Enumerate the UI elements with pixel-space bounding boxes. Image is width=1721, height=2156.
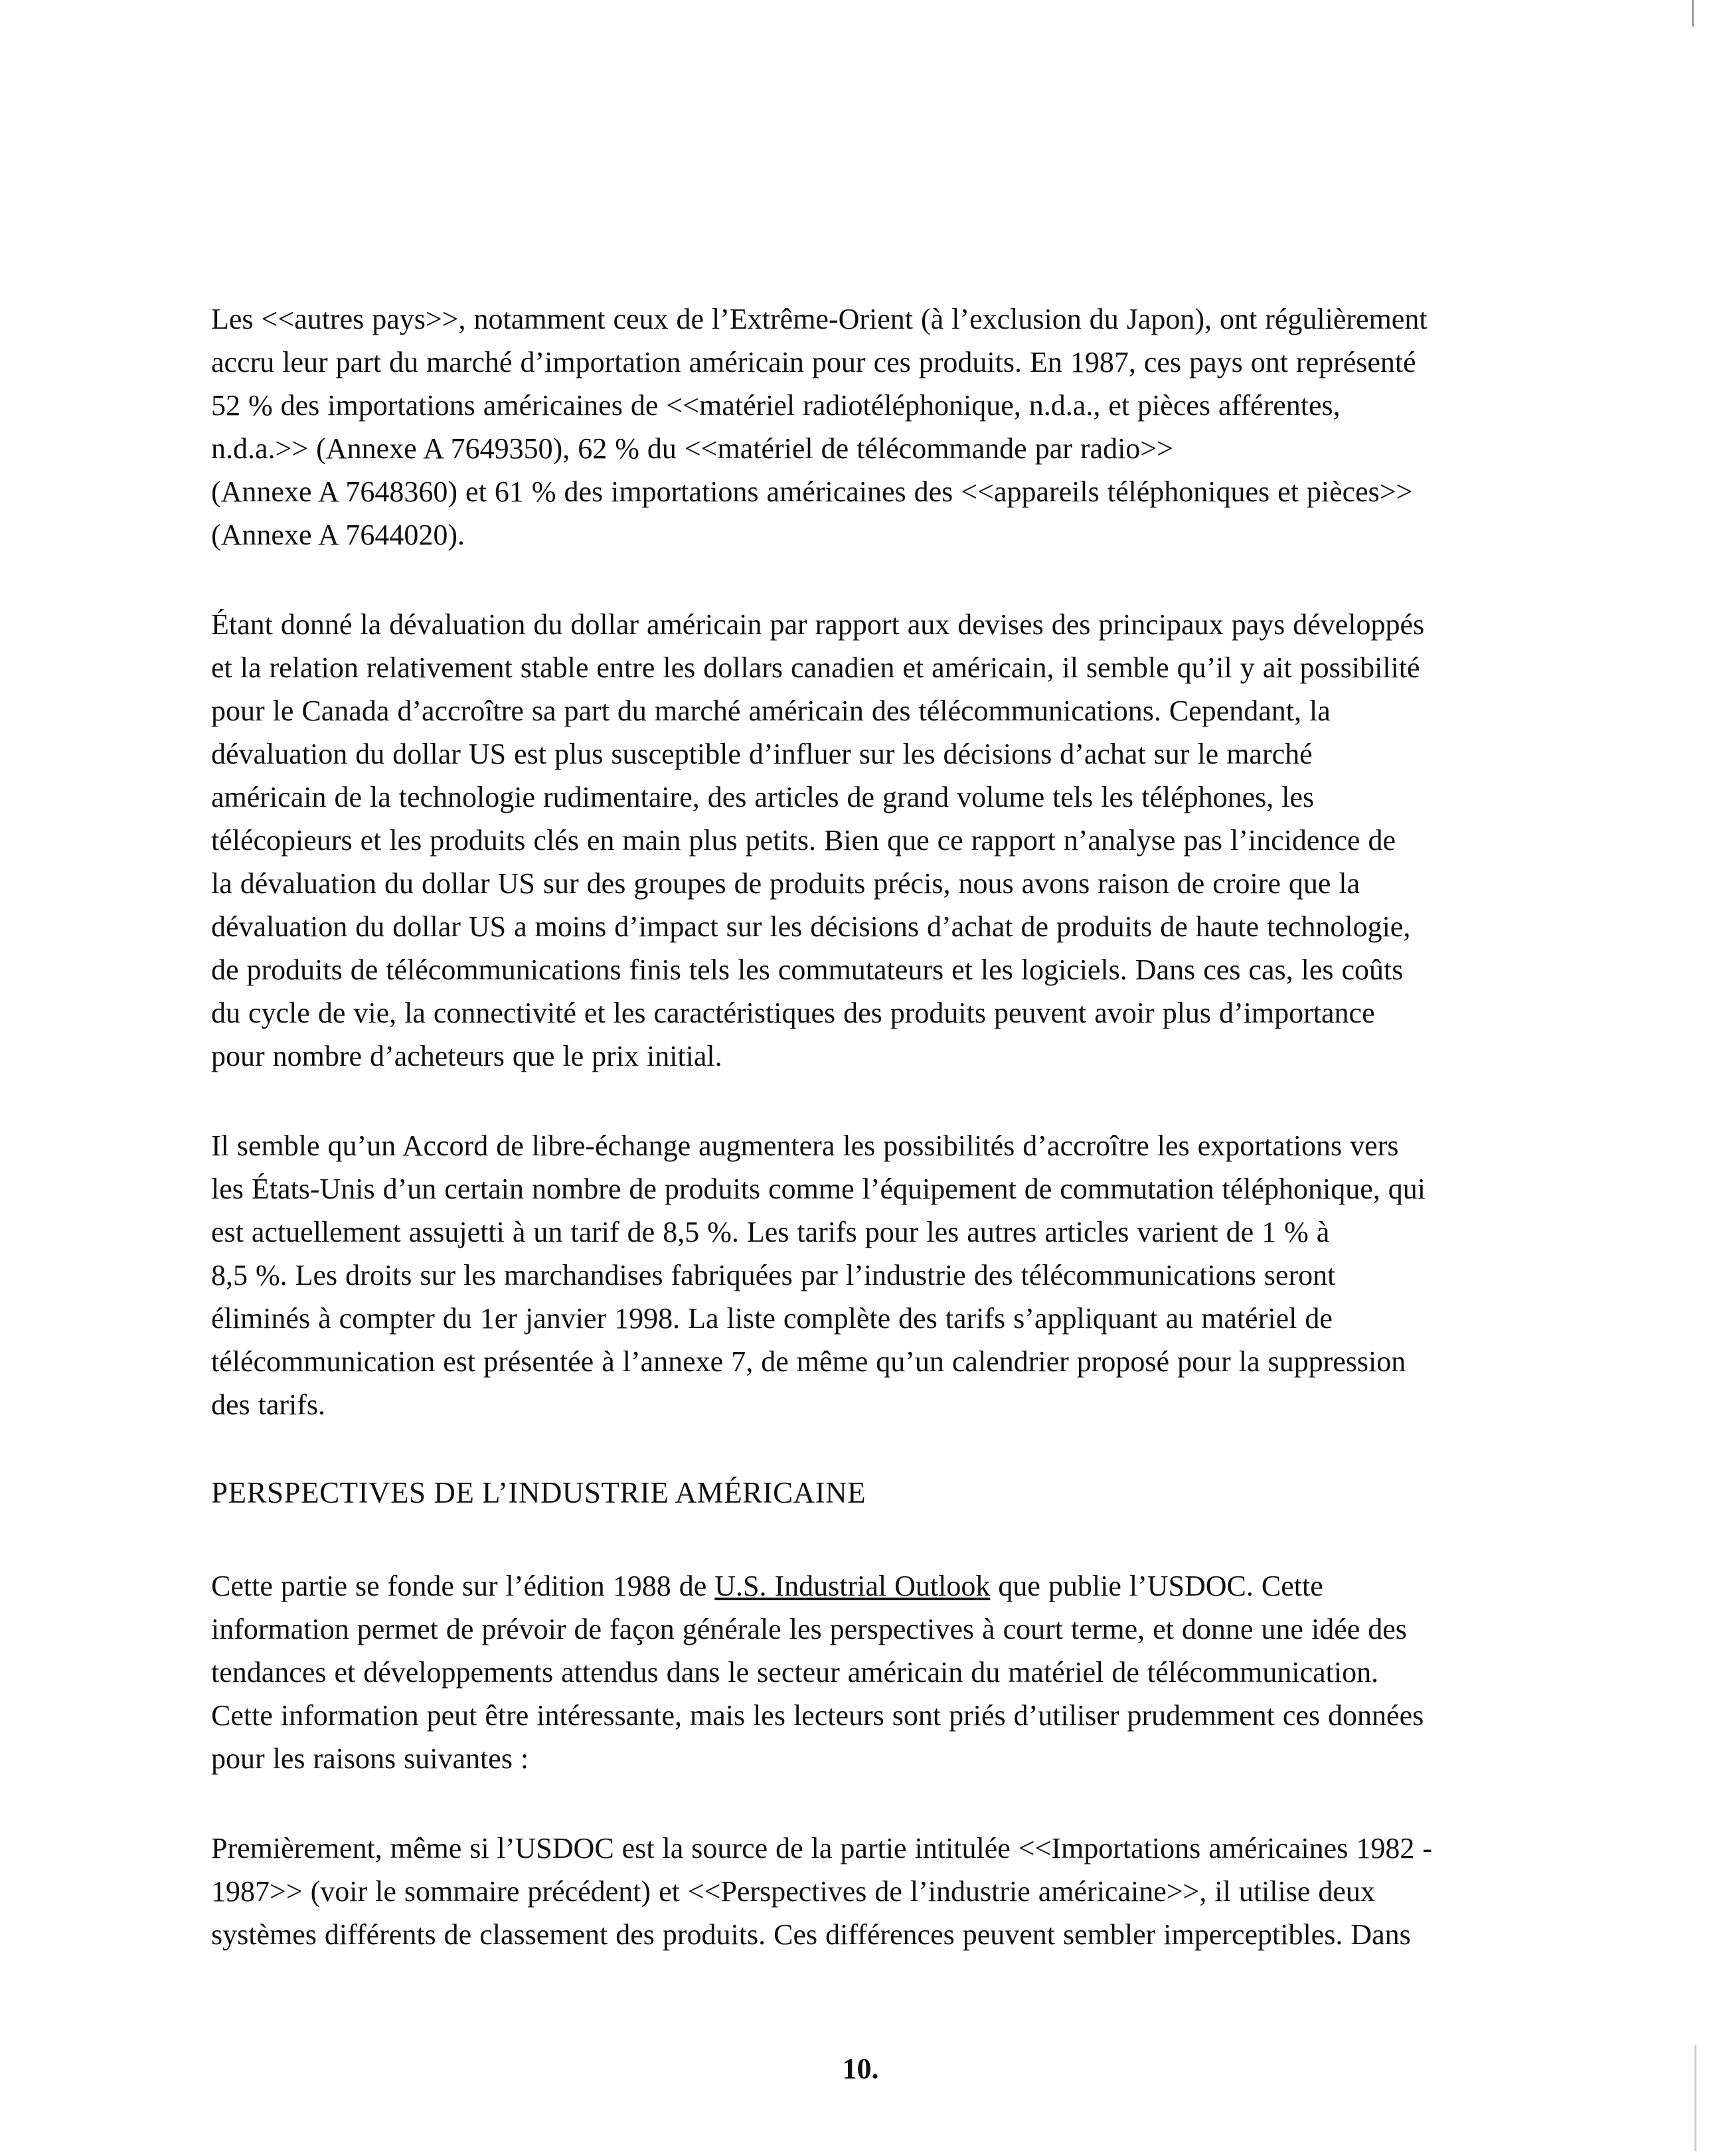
document-body [211, 297, 1552, 2003]
text-line: 8,5 %. Les droits sur les marchandises fabriquées par l’industrie des télécommunications seront [211, 1259, 1336, 1291]
text-line: dévaluation du dollar US a moins d’impact sur les décisions d’achat de produits de haute technologie, [211, 910, 1411, 943]
text-line: Étant donné la dévaluation du dollar américain par rapport aux devises des principaux pays développés [211, 608, 1425, 641]
text-line: télécommunication est présentée à l’annexe 7, de même qu’un calendrier proposé pour la suppression [211, 1345, 1406, 1378]
scan-edge-mark [1694, 2045, 1696, 2151]
paragraph-perspectives [211, 1564, 1552, 1780]
text-line: tendances et développements attendus dans le secteur américain du matériel de télécommunication. [211, 1656, 1379, 1689]
text-line: de produits de télécommunications finis tels les commutateurs et les logiciels. Dans ces cas, les coûts [211, 954, 1404, 986]
paragraph-devaluation [211, 603, 1552, 1078]
text-line: est actuellement assujetti à un tarif de 8,5 %. Les tarifs pour les autres articles varient de 1 % à [211, 1216, 1330, 1248]
text-line: Il semble qu’un Accord de libre-échange augmentera les possibilités d’accroître les exportations vers [211, 1129, 1399, 1162]
text-line: accru leur part du marché d’importation américain pour ces produits. En 1987, ces pays ont représenté [211, 346, 1416, 378]
text-line [211, 1564, 1552, 1608]
text-line: systèmes différents de classement des produits. Ces différences peuvent sembler imperceptibles. Dans [211, 1918, 1411, 1951]
scan-edge-mark [1692, 0, 1694, 27]
text-line: du cycle de vie, la connectivité et les caractéristiques des produits peuvent avoir plus d’importance [211, 997, 1375, 1029]
text-line: 52 % des importations américaines de <<matériel radiotéléphonique, n.d.a., et pièces afférentes, [211, 389, 1341, 422]
publication-title: U.S. Industrial Outlook [714, 1570, 991, 1602]
text-line: les États-Unis d’un certain nombre de produits comme l’équipement de commutation téléphonique, qui [211, 1173, 1426, 1205]
text-line: Cette information peut être intéressante, mais les lecteurs sont priés d’utiliser prudemment ces données [211, 1699, 1424, 1732]
text-line: des tarifs. [211, 1388, 326, 1421]
paragraph-libre-echange [211, 1124, 1552, 1426]
text-line: éliminés à compter du 1er janvier 1998. La liste complète des tarifs s’appliquant au matériel de [211, 1302, 1333, 1335]
text-line: n.d.a.>> (Annexe A 7649350), 62 % du <<matériel de télécommande par radio>> [211, 432, 1173, 465]
text-fragment: Cette partie se fonde sur l’édition 1988 de [211, 1570, 715, 1602]
text-line: 1987>> (voir le sommaire précédent) et <<Perspectives de l’industrie américaine>>, il utilise deux [211, 1875, 1375, 1908]
text-line: télécopieurs et les produits clés en main plus petits. Bien que ce rapport n’analyse pas l’incidence de [211, 824, 1396, 857]
text-line: (Annexe A 7648360) et 61 % des importations américaines des <<appareils téléphoniques et pièces>> [211, 475, 1413, 508]
text-line: Les <<autres pays>>, notamment ceux de l’Extrême-Orient (à l’exclusion du Japon), ont régulièrement [211, 303, 1428, 335]
page-number: 10. [842, 2052, 879, 2085]
text-line: information permet de prévoir de façon générale les perspectives à court terme, et donne une idée des [211, 1613, 1407, 1645]
text-line: la dévaluation du dollar US sur des groupes de produits précis, nous avons raison de croire que la [211, 867, 1360, 900]
text-line: américain de la technologie rudimentaire, des articles de grand volume tels les téléphones, les [211, 781, 1315, 813]
text-line: pour nombre d’acheteurs que le prix initial. [211, 1040, 722, 1072]
paragraph-premierement [211, 1827, 1552, 1956]
text-line: pour les raisons suivantes : [211, 1742, 529, 1775]
text-line: et la relation relativement stable entre les dollars canadien et américain, il semble qu’il y ait possibilité [211, 651, 1420, 684]
section-heading: PERSPECTIVES DE L’INDUSTRIE AMÉRICAINE [211, 1476, 866, 1509]
text-line: pour le Canada d’accroître sa part du marché américain des télécommunications. Cependant, la [211, 695, 1331, 727]
paragraph-autres-pays [211, 297, 1552, 556]
text-line: (Annexe A 7644020). [211, 519, 465, 551]
text-line: dévaluation du dollar US est plus susceptible d’influer sur les décisions d’achat sur le marché [211, 738, 1313, 770]
text-fragment: que publie l’USDOC. Cette [990, 1570, 1323, 1602]
text-line: Premièrement, même si l’USDOC est la source de la partie intitulée <<Importations américaines 1982 - [211, 1832, 1432, 1865]
